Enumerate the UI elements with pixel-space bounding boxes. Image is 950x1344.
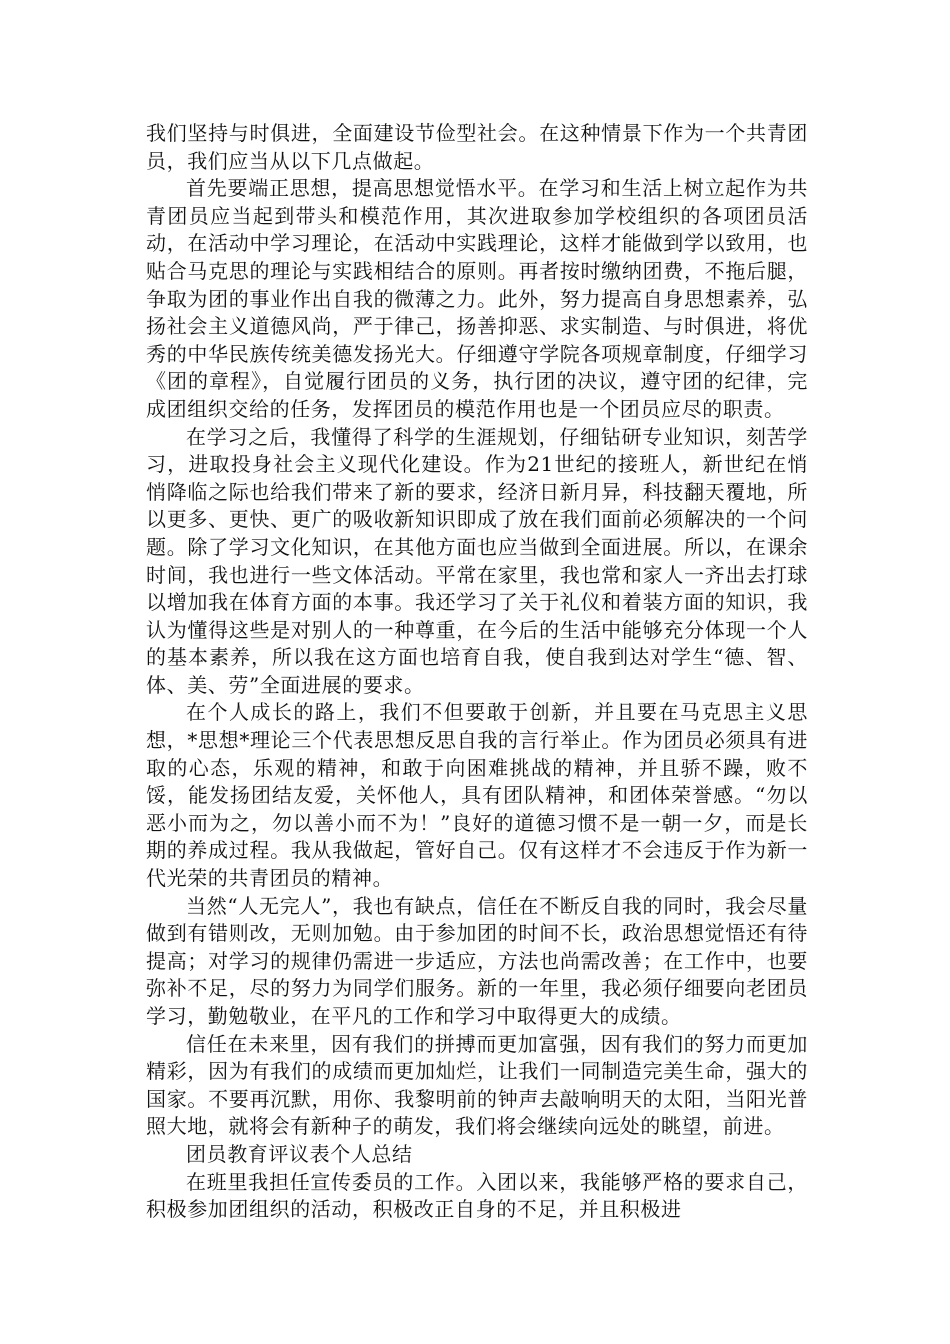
section-heading: 团员教育评议表个人总结: [186, 1141, 413, 1166]
paragraph: 首先要端正思想，提高思想觉悟水平。在学习和生活上树立起作为共青团员应当起到带头和模范作用，其次进取参加学校组织的各项团员活动，在活动中学习理论，在活动中实践理论，这样才能做到学以致用，也贴合马克思的理论与实践相结合的原则。再者按时缴纳团费，不拖后腿，争取为团的事业作出自我的微薄之力。此外，努力提高自身思想素养，弘扬社会主义道德风尚，严于律己，扬善抑恶、求实制造、与时俱进，将优秀的中华民族传统美德发扬光大。仔细遵守学院各项规章制度，仔细学习《团的章程》，自觉履行团员的义务，执行团的决议，遵守团的纪律，完成团组织交给的任务，发挥团员的模范作用也是一个团员应尽的职责。: [146, 176, 808, 421]
paragraph: 当然“人无完人”，我也有缺点，信任在不断反自我的同时，我会尽量做到有错则改，无则加勉。由于参加团的时间不长，政治思想觉悟还有待提高；对学习的规律仍需进一步适应，方法也尚需改善；在工作中，也要弥补不足，尽的努力为同学们服务。新的一年里，我必须仔细要向老团员学习，勤勉敬业，在平凡的工作和学习中取得更大的成绩。: [146, 893, 808, 1028]
paragraph: 在学习之后，我懂得了科学的生涯规划，仔细钻研专业知识，刻苦学习，进取投身社会主义现代化建设。作为21世纪的接班人，新世纪在悄悄降临之际也给我们带来了新的要求，经济日新月异，科技翻天覆地，所以更多、更快、更广的吸收新知识即成了放在我们面前必须解决的一个问题。除了学习文化知识，在其他方面也应当做到全面进展。所以，在课余时间，我也进行一些文体活动。平常在家里，我也常和家人一齐出去打球以增加我在体育方面的本事。我还学习了关于礼仪和着装方面的知识，我认为懂得这些是对别人的一种尊重，在今后的生活中能够充分体现一个人的基本素养，所以我在这方面也培育自我，使自我到达对学生“德、智、体、美、劳”全面进展的要求。: [146, 424, 808, 697]
paragraph: 信任在未来里，因有我们的拼搏而更加富强，因有我们的努力而更加精彩，因为有我们的成绩而更加灿烂，让我们一同制造完美生命，强大的国家。不要再沉默，用你、我黎明前的钟声去敲响明天的太阳，当阳光普照大地，就将会有新种子的萌发，我们将会继续向远处的眺望，前进。: [146, 1031, 808, 1139]
document-body: [146, 120, 808, 1224]
paragraph: 在个人成长的路上，我们不但要敢于创新，并且要在马克思主义思想，*思想*理论三个代表思想反思自我的言行举止。作为团员必须具有进取的心态，乐观的精神，和敢于向困难挑战的精神，并且骄不躁，败不馁，能发扬团结友爱，关怀他人，具有团队精神，和团体荣誉感。“勿以恶小而为之，勿以善小而不为！”良好的道德习惯不是一朝一夕，而是长期的养成过程。我从我做起，管好自己。仅有这样才不会违反于作为新一代光荣的共青团员的精神。: [146, 700, 808, 891]
paragraph: 在班里我担任宣传委员的工作。入团以来，我能够严格的要求自己，积极参加团组织的活动，积极改正自身的不足，并且积极进: [146, 1169, 808, 1222]
paragraph: 我们坚持与时俱进，全面建设节俭型社会。在这种情景下作为一个共青团员，我们应当从以下几点做起。: [146, 121, 808, 173]
